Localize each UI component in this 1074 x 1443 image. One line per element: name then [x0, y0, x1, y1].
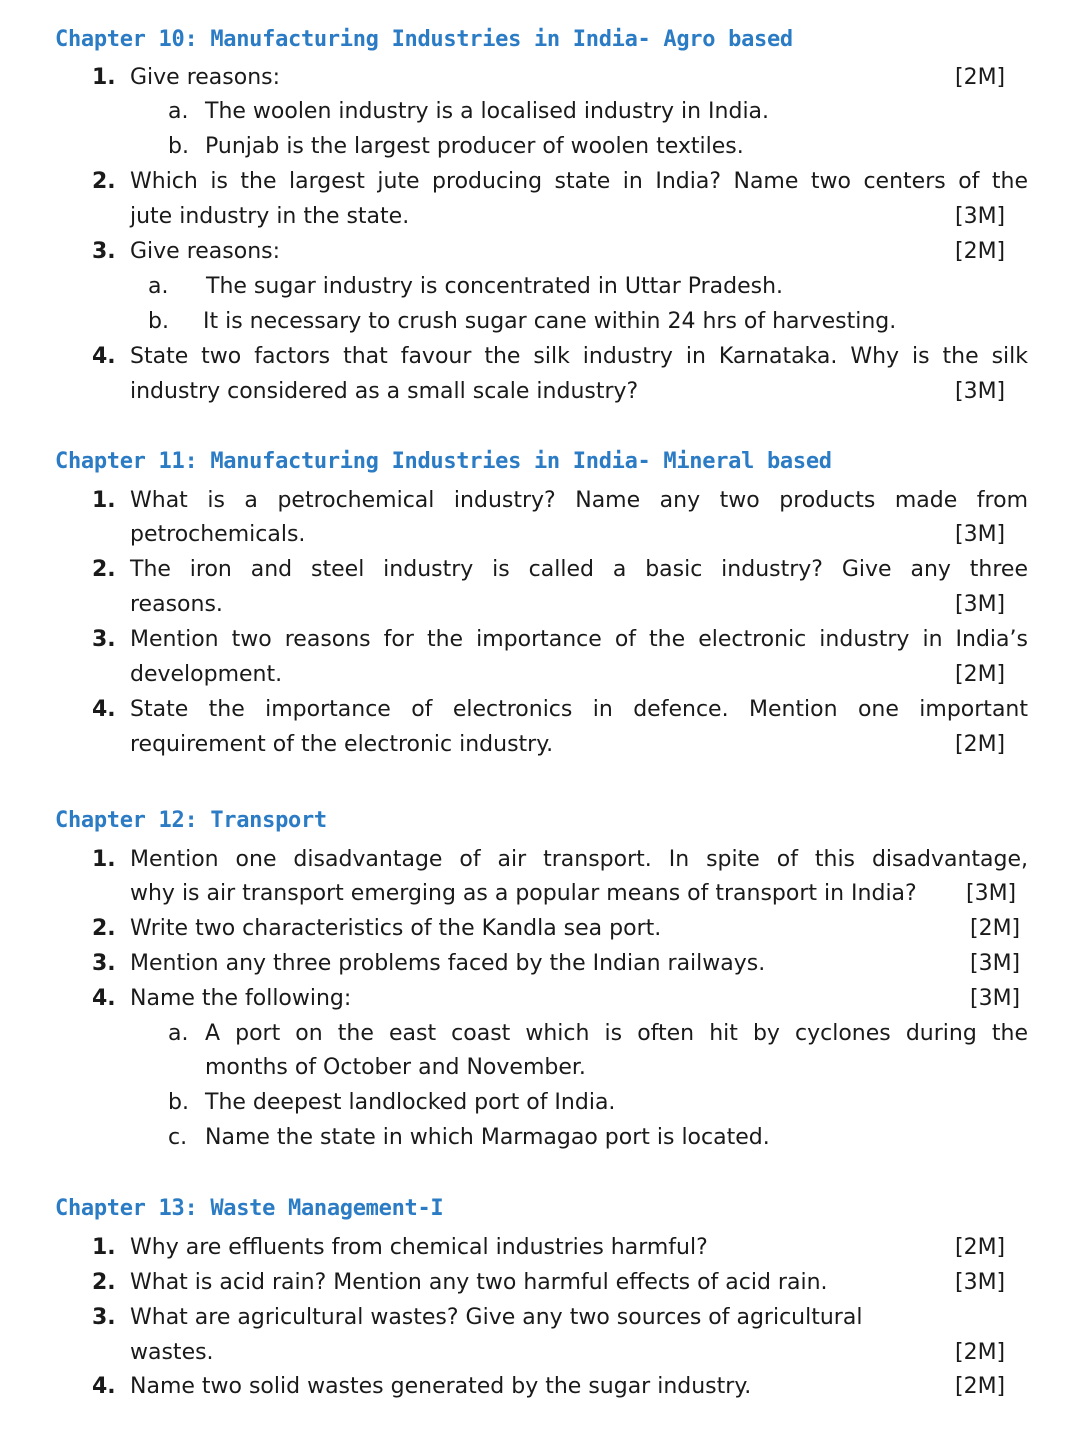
question-text: Write two characteristics of the Kandla sea port. — [130, 916, 662, 941]
question-text: Name two solid wastes generated by the sugar industry. — [130, 1374, 752, 1399]
question-text: Mention one disadvantage of air transport. In spite of this disadvantage, — [130, 847, 1028, 872]
marks-label: [3M] — [970, 986, 1021, 1011]
marks-label: [2M] — [955, 1340, 1006, 1365]
question-number: 1. — [92, 488, 116, 513]
question-text-continued: jute industry in the state. — [130, 204, 410, 229]
question-number: 3. — [92, 239, 116, 264]
sub-label: a. — [148, 274, 169, 299]
marks-label: [2M] — [955, 239, 1006, 264]
marks-label: [2M] — [970, 916, 1021, 941]
marks-label: [3M] — [955, 204, 1006, 229]
marks-label: [2M] — [955, 732, 1006, 757]
sub-question-text-continued: months of October and November. — [205, 1055, 586, 1080]
marks-label: [2M] — [955, 1374, 1006, 1399]
chapter-12-heading: Chapter 12: Transport — [55, 808, 327, 833]
chapter-10-heading: Chapter 10: Manufacturing Industries in India- Agro based — [55, 27, 793, 52]
question-text-continued: industry considered as a small scale industry? — [130, 379, 639, 404]
question-text: Which is the largest jute producing state in India? Name two centers of the — [130, 169, 1028, 194]
sub-question-text: Punjab is the largest producer of woolen textiles. — [205, 134, 744, 159]
question-text-continued: requirement of the electronic industry. — [130, 732, 554, 757]
question-number: 1. — [92, 65, 116, 90]
question-text: Give reasons: — [130, 65, 281, 90]
marks-label: [2M] — [955, 662, 1006, 687]
question-number: 2. — [92, 169, 116, 194]
question-number: 1. — [92, 847, 116, 872]
question-text: What are agricultural wastes? Give any two sources of agricultural — [130, 1305, 863, 1330]
question-number: 3. — [92, 951, 116, 976]
chapter-13-heading: Chapter 13: Waste Management-I — [55, 1196, 444, 1221]
question-text: Name the following: — [130, 986, 352, 1011]
question-number: 3. — [92, 1305, 116, 1330]
sub-label: b. — [148, 309, 169, 334]
sub-question-text: The woolen industry is a localised industry in India. — [205, 99, 770, 124]
marks-label: [3M] — [970, 951, 1021, 976]
sub-question-text: It is necessary to crush sugar cane within 24 hrs of harvesting. — [203, 309, 897, 334]
question-text: State the importance of electronics in defence. Mention one important — [130, 697, 1028, 722]
question-text: Why are effluents from chemical industries harmful? — [130, 1235, 708, 1260]
question-number: 2. — [92, 557, 116, 582]
sub-label: b. — [168, 134, 189, 159]
question-text: Mention any three problems faced by the Indian railways. — [130, 951, 766, 976]
marks-label: [2M] — [955, 65, 1006, 90]
question-text: State two factors that favour the silk industry in Karnataka. Why is the silk — [130, 344, 1028, 369]
question-number: 4. — [92, 1374, 116, 1399]
question-number: 1. — [92, 1235, 116, 1260]
question-text: Give reasons: — [130, 239, 281, 264]
sub-question-text: The sugar industry is concentrated in Uttar Pradesh. — [206, 274, 784, 299]
marks-label: [2M] — [955, 1235, 1006, 1260]
sub-label: b. — [168, 1090, 189, 1115]
marks-label: [3M] — [966, 881, 1017, 906]
question-text-continued: why is air transport emerging as a popular means of transport in India? — [130, 881, 917, 906]
question-text: Mention two reasons for the importance of the electronic industry in India’s — [130, 627, 1028, 652]
question-number: 4. — [92, 344, 116, 369]
marks-label: [3M] — [955, 592, 1006, 617]
sub-label: a. — [168, 99, 189, 124]
question-text-continued: petrochemicals. — [130, 522, 306, 547]
chapter-11-heading: Chapter 11: Manufacturing Industries in India- Mineral based — [55, 449, 832, 474]
marks-label: [3M] — [955, 1270, 1006, 1295]
sub-question-text: The deepest landlocked port of India. — [205, 1090, 616, 1115]
question-text-continued: development. — [130, 662, 283, 687]
sub-question-text: Name the state in which Marmagao port is located. — [205, 1125, 770, 1150]
marks-label: [3M] — [955, 522, 1006, 547]
sub-label: a. — [168, 1021, 189, 1046]
sub-label: c. — [168, 1125, 188, 1150]
question-text-continued: wastes. — [130, 1340, 214, 1365]
question-text: The iron and steel industry is called a basic industry? Give any three — [130, 557, 1028, 582]
question-number: 3. — [92, 627, 116, 652]
question-number: 2. — [92, 916, 116, 941]
question-text: What is acid rain? Mention any two harmful effects of acid rain. — [130, 1270, 828, 1295]
question-text: What is a petrochemical industry? Name any two products made from — [130, 488, 1028, 513]
question-number: 2. — [92, 1270, 116, 1295]
question-number: 4. — [92, 986, 116, 1011]
question-number: 4. — [92, 697, 116, 722]
question-text-continued: reasons. — [130, 592, 223, 617]
sub-question-text: A port on the east coast which is often hit by cyclones during the — [205, 1021, 1028, 1046]
marks-label: [3M] — [955, 379, 1006, 404]
